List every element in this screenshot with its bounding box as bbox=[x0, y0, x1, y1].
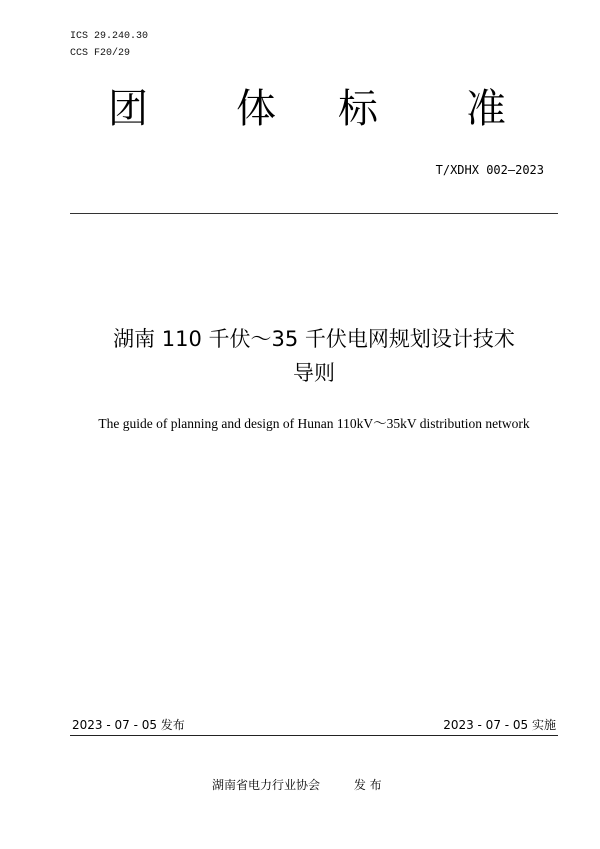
ccs-code: CCS F20/29 bbox=[70, 48, 131, 59]
chinese-title-line-1: 湖南 110 千伏～35 千伏电网规划设计技术 bbox=[113, 327, 515, 351]
publisher-line bbox=[212, 776, 382, 793]
english-title: The guide of planning and design of Hunan 110kV～35kV distribution network bbox=[98, 416, 530, 431]
category-char-1: 团 bbox=[108, 86, 148, 132]
ics-code: ICS 29.240.30 bbox=[70, 31, 149, 42]
standard-category-title bbox=[0, 78, 600, 148]
publisher-suffix: 发 布 bbox=[353, 778, 382, 792]
footer-divider bbox=[70, 735, 558, 736]
category-char-4: 准 bbox=[466, 86, 506, 132]
publish-date: 2023 - 07 - 05 发布 bbox=[72, 718, 185, 732]
header-divider bbox=[70, 213, 558, 214]
category-char-3: 标 bbox=[338, 86, 378, 132]
classification-codes bbox=[70, 28, 148, 62]
chinese-title bbox=[60, 322, 568, 390]
publisher-name: 湖南省电力行业协会 bbox=[212, 778, 321, 792]
standard-number: T/XDHX 002—2023 bbox=[435, 163, 544, 177]
category-char-2: 体 bbox=[236, 86, 276, 132]
chinese-title-line-2: 导则 bbox=[293, 361, 335, 385]
implement-date: 2023 - 07 - 05 实施 bbox=[443, 718, 556, 732]
